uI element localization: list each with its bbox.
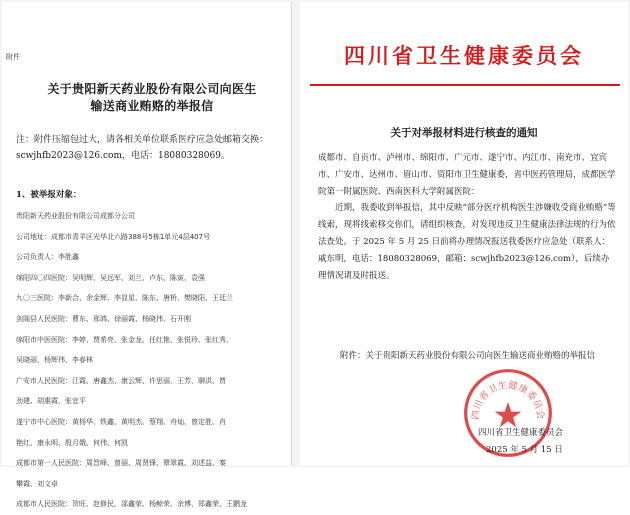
list-item: 剑阁县人民医院：曹东、邢鸿、徐丽霞、杨晓伟、石开刚: [16, 314, 191, 323]
list-item: 攀霞、刘文卓: [16, 479, 58, 488]
addressees: 成都市、自贡市、泸州市、绵阳市、广元市、遂宁市、内江市、南充市、宜宾市、广安市、达州市、眉山市、资阳市卫生健康委，省中医药管理局，成都医学院第一附属医院、西南医科大学附属医院：: [318, 153, 616, 197]
signatory: 四川省卫生健康委员会: [478, 428, 564, 438]
red-divider: [310, 84, 620, 86]
list-item: 绵阳市中医医院：李婷、贾希亮、张金龙、任红艳、张悦玲、张红秀、: [16, 335, 233, 344]
reported-targets-list: [16, 206, 288, 515]
report-letter-page: [2, 2, 292, 509]
notice-attachment-note: 附件：关于贵阳新天药业股份有限公司向医生输送商业贿赂的举报信: [340, 351, 596, 361]
report-intro-note: 注：附件压缩包过大，请各相关单位联系医疗应急处邮箱交换：scwjhfb2023@126.com，电话：18080328069。: [16, 135, 269, 161]
list-item: 公司地址：成都市青羊区光华北六路388号5栋1单元4层407号: [16, 232, 211, 241]
seal-text: 四川省卫生健康委员会: [470, 379, 546, 421]
list-item: 成都市第一人民医院：周晋峰、曾丽、周贤锋、覃翠霞、刘述益、秦: [16, 459, 226, 468]
list-item: 公司负责人：李胜鑫: [16, 253, 79, 262]
official-notice-page: [300, 2, 628, 465]
notice-title: 关于对举报材料进行核查的通知: [390, 127, 538, 139]
attachment-label: 附件: [6, 53, 20, 61]
notice-paragraph: 近期，我委收到举报信，其中反映“部分医疗机构医生涉嫌收受商业贿赂”等线索，现将线索移交你们，请组织核查，对发现违反卫生健康法律法规的行为依法查处。于 2025 年 5 月 25 日前将办理情况报送我委医疗应急处（联系人：戚东明，电话：18080328069，邮箱：scwjhfb2023@126.com），后续办理情况请及时报送。: [318, 203, 616, 281]
seal-star-icon: [495, 402, 522, 427]
list-item: 贵阳新天药业股份有限公司成都分公司: [16, 212, 135, 220]
list-item: 九〇三医院：李新合、余金辉、李显星、陈东、唐桥、樊晓阳、王廷兰: [16, 294, 233, 303]
list-item: 绵阳四〇四医院：吴明辉、吴远军、刘兰、卢东、陈寅、袁强: [16, 273, 205, 282]
reported-targets-heading: 1、被举报对象：: [16, 190, 82, 200]
list-item: 吴晓丽、杨辉伟、李春林: [16, 356, 93, 365]
list-item: 成都市人民医院：贺旺、赵修民、邵鑫荣、杨鲸荣、余博、郑鑫荣、王鹏龙: [16, 500, 247, 509]
list-item: 遂宁市中心医院：黄杨华、铁鑫、黄明杰、蔡翔、舟灿、曾定胜、肖: [16, 417, 226, 426]
issuer-header: 四川省卫生健康委员会: [344, 43, 584, 68]
report-letter-title: [22, 81, 282, 115]
title-line-2: 输送商业贿赂的举报信: [90, 99, 214, 113]
list-item: 艳红、康永明、殷月娥、何伟、何凯: [16, 438, 128, 447]
title-line-1: 关于贵阳新天药业股份有限公司向医生: [47, 82, 257, 96]
list-item: 劲建、胡惠霞、张宜平: [16, 397, 86, 406]
notice-body: [318, 150, 616, 284]
list-item: 广安市人民医院：江霞、唐鑫杰、康云辉、许思丽、王芳、聊洪、贾: [16, 376, 226, 385]
notice-date: 2025 年 5 月 15 日: [486, 445, 563, 455]
